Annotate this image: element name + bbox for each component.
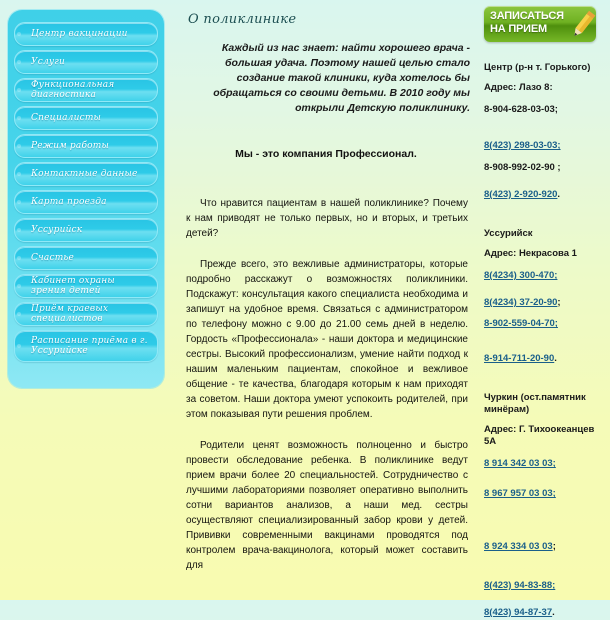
spacer — [478, 366, 606, 392]
sidebar-item-label: Приём краевых специалистов — [31, 303, 109, 324]
phone-number-tail: ; — [552, 541, 556, 552]
spacer — [478, 510, 606, 536]
phone-number-link[interactable]: 8 924 334 03 03 — [484, 541, 553, 552]
sidebar-item-label: Режим работы — [31, 140, 110, 151]
phone-number[interactable]: 8-908-992-02-90 ; — [484, 162, 561, 173]
branch-block — [484, 228, 606, 366]
branch-block — [484, 392, 606, 500]
branch-address: Адрес: Некрасова 1 — [484, 248, 577, 259]
phone-number[interactable]: 8-904-628-03-03; — [484, 104, 558, 115]
phone-number-tail: . — [552, 607, 555, 618]
spacer — [484, 310, 606, 318]
bullet-icon — [17, 172, 21, 176]
intro-text: Каждый из нас знает: найти хорошего врача - большая удача. Поэтому нашей целью стало создание такой клиники, куда хотелось бы обращаться со своими детьми. В 2010 году мы открыли Детскую поликлинику. — [213, 42, 470, 114]
phone-number-row — [484, 602, 606, 620]
phone-number-link[interactable]: 8(4234) 37-20-90 — [484, 297, 558, 308]
bullet-icon — [17, 284, 21, 288]
phone-number-link[interactable]: 8 967 957 03 03; — [484, 488, 556, 499]
branch-block — [484, 536, 606, 620]
sidebar-item-label: Карта проезда — [31, 196, 107, 207]
phone-number-tail: . — [557, 189, 561, 200]
make-appointment-label — [490, 10, 564, 36]
branch-address: Адрес: Лазо 8: — [484, 82, 553, 93]
sidebar-item-vision-care[interactable] — [14, 274, 158, 298]
phone-number-tail: . — [554, 353, 557, 364]
sidebar-item-label: Кабинет охраны зрения детей — [31, 275, 115, 296]
branch-address: Адрес: Г. Тихоокеанцев 5А — [484, 424, 595, 447]
phone-number-link[interactable]: 8(4234) 300-470; — [484, 270, 558, 281]
spacer — [180, 160, 472, 196]
branch-name: Уссурийск — [484, 228, 533, 239]
phone-number-row — [484, 292, 606, 310]
sidebar-item-label: Уссурийск — [31, 224, 83, 235]
phone-number-link[interactable]: 8(423) 2-920-920 — [484, 189, 558, 200]
make-appointment-line2: НА ПРИЕМ — [490, 23, 547, 35]
phone-number-row — [484, 184, 606, 202]
paragraph-3: Родители ценят возможность полноценно и быстро провести обследование ребенка. В поликлинике ведут прием врачи более 20 специальностей. Сотрудничество с лучшими лабораториями позволяет оперативно выполнить сотни вариантов анализов, а наши мед. сестры осуществляют специализированный забор крови у детей. Прививки современными вакцинами проводятся под контролем врача-вакцинолога, который может составить для — [186, 440, 468, 571]
spacer — [478, 42, 606, 62]
sidebar-item-vaccination-center[interactable] — [14, 22, 158, 46]
phone-number-link[interactable]: 8-902-559-04-70; — [484, 318, 558, 329]
bullet-icon — [17, 256, 21, 260]
sidebar-item-label: Центр вакцинации — [31, 28, 128, 39]
sidebar-item-services[interactable] — [14, 50, 158, 74]
sidebar-item-specialists[interactable] — [14, 106, 158, 130]
phone-number-link[interactable]: 8 914 342 03 03; — [484, 458, 556, 469]
sidebar-item-contacts[interactable] — [14, 162, 158, 186]
sidebar-item-label: Функциональная диагностика — [31, 79, 115, 100]
sidebar-item-working-hours[interactable] — [14, 134, 158, 158]
bullet-icon — [17, 88, 21, 92]
sidebar-item-label: Контактные данные — [31, 168, 138, 179]
bullet-icon — [17, 60, 21, 64]
sidebar-item-label: Специалисты — [31, 112, 102, 123]
paragraph-1: Что нравится пациентам в нашей поликлинике? Почему к нам приводят не только первых, но и вторых, и третьих детей? — [186, 198, 468, 239]
bullet-icon — [17, 228, 21, 232]
bullet-icon — [17, 344, 21, 348]
page-title: О поликлинике — [188, 12, 297, 27]
phone-number-link[interactable]: 8(423) 94-87-37 — [484, 607, 553, 618]
phone-number-link[interactable]: 8-914-711-20-90 — [484, 353, 555, 364]
spacer — [484, 554, 606, 580]
paragraph-2: Прежде всего, это вежливые администраторы, которые подробно расскажут о возможностях поликлиники. Подскажут: консультация какого специалиста необходима и запишут на удобное время. Связаться с администратором по телефону можно с 9.00 до 21.00 семь дней в неделю. Гордость «Профессионала» - наши доктора и медицинские сестры. Высокий профессионализм, умение найти подход к нашим маленьким пациентам, спокойное и вежливое общение - те качества, благодаря которым к нам приходят за советом. Наши доктора умеют успокоить родителей, при этом показывая пути решения проблем. — [186, 259, 468, 420]
main-content — [180, 0, 472, 600]
sidebar-item-regional-specialists[interactable] — [14, 302, 158, 326]
bullet-icon — [17, 116, 21, 120]
bullet-icon — [17, 200, 21, 204]
phone-number-link[interactable]: 8(423) 94-83-88; — [484, 580, 556, 591]
spacer — [484, 340, 606, 348]
phone-number-link[interactable]: 8(423) 298-03-03; — [484, 140, 561, 151]
spacer — [180, 241, 472, 257]
sidebar-item-ussuriysk[interactable] — [14, 218, 158, 242]
left-sidebar-nav — [8, 10, 164, 388]
spacer — [478, 202, 606, 228]
phone-number-row — [484, 348, 606, 366]
sidebar-item-label: Счастье — [31, 252, 75, 263]
make-appointment-line1: ЗАПИСАТЬСЯ — [490, 10, 564, 22]
sidebar-item-schastye[interactable] — [14, 246, 158, 270]
branch-block — [484, 62, 606, 202]
phone-number-row — [484, 536, 606, 554]
sidebar-item-label: Услуги — [31, 56, 66, 67]
make-appointment-button[interactable] — [484, 6, 596, 42]
branch-name: Чуркин (ост.памятник минёрам) — [484, 392, 586, 415]
right-sidebar-contacts — [474, 0, 610, 618]
bullet-icon — [17, 144, 21, 148]
branch-name: Центр (р-н т. Горького) — [484, 62, 591, 73]
bullet-icon — [17, 32, 21, 36]
pencil-icon — [566, 8, 600, 42]
bullet-icon — [17, 312, 21, 316]
sidebar-item-map[interactable] — [14, 190, 158, 214]
spacer — [180, 422, 472, 438]
sidebar-item-ussuriysk-schedule[interactable] — [14, 330, 158, 362]
spacer — [484, 126, 606, 140]
sidebar-item-functional-diagnostics[interactable] — [14, 78, 158, 102]
tagline: Мы - это компания Профессионал. — [235, 148, 417, 160]
spacer — [484, 480, 606, 488]
sidebar-item-label: Расписание приёма в г. Уссурийске — [31, 335, 148, 356]
phone-number-tail: ; — [557, 297, 561, 308]
